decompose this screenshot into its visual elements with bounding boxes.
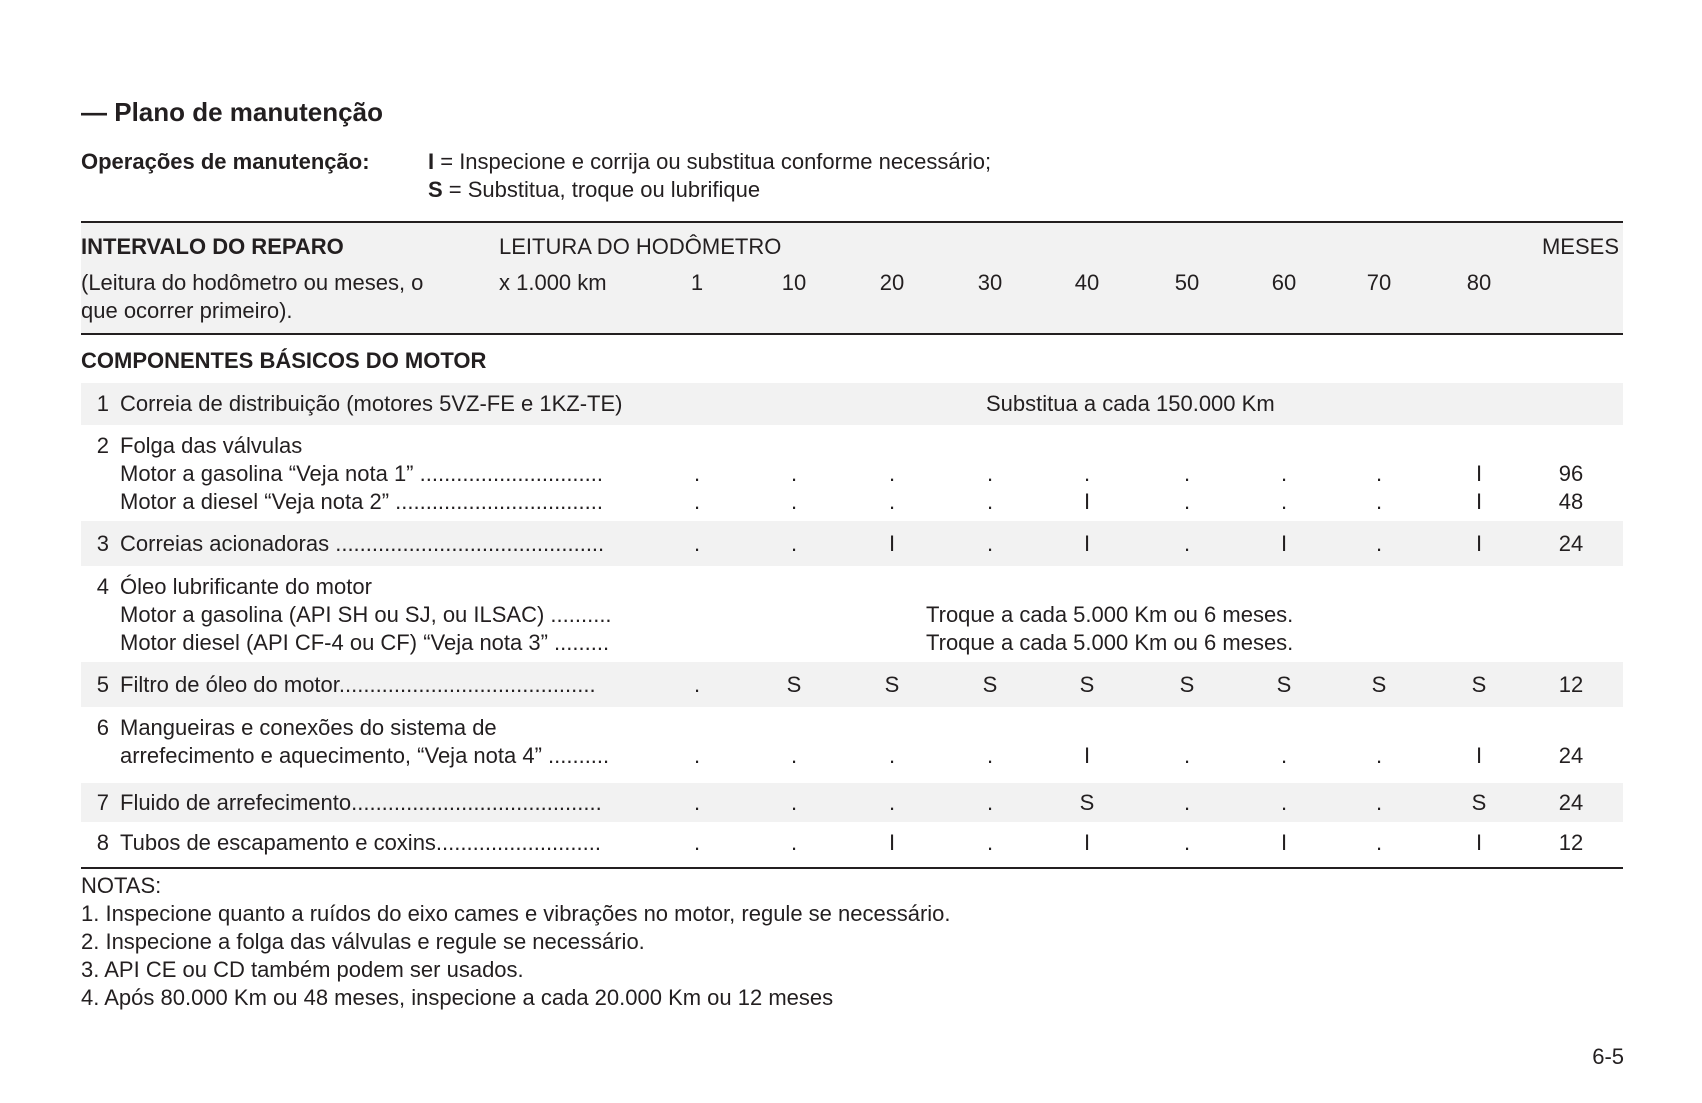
item-number: 2: [96, 433, 109, 458]
months-cell: 24: [1558, 531, 1584, 556]
mark-cell: .: [790, 531, 798, 556]
mark-cell: .: [1280, 461, 1288, 486]
mark-cell: .: [790, 461, 798, 486]
mark-cell: .: [1083, 461, 1091, 486]
mark-cell: .: [986, 531, 994, 556]
mark-cell: .: [693, 672, 701, 697]
table-header: [81, 221, 1623, 335]
mark-cell: S: [1371, 672, 1387, 697]
legend-text-i: = Inspecione e corrija ou substitua conforme necessário;: [434, 149, 992, 174]
item-number: 7: [96, 790, 109, 815]
mark-cell: .: [693, 461, 701, 486]
mark-cell: .: [888, 461, 896, 486]
mark-cell: I: [1083, 830, 1091, 855]
mark-cell: S: [1079, 672, 1095, 697]
mark-cell: S: [786, 672, 802, 697]
legend-key-s: S: [428, 177, 443, 202]
item-label: Óleo lubrificante do motor: [120, 574, 372, 599]
mark-cell: .: [888, 743, 896, 768]
mark-cell: .: [693, 830, 701, 855]
km-column-header: 20: [879, 270, 905, 295]
sub-item-label: Motor a diesel “Veja nota 2” ..................................: [120, 489, 603, 514]
mark-cell: .: [1375, 790, 1383, 815]
km-column-header: 30: [977, 270, 1003, 295]
item-number: 3: [96, 531, 109, 556]
months-cell: 12: [1558, 672, 1584, 697]
table-row: [81, 662, 1623, 707]
mark-cell: S: [1276, 672, 1292, 697]
table-row: [81, 569, 1623, 659]
sub-item-label: Motor diesel (API CF-4 ou CF) “Veja nota 3” .........: [120, 630, 610, 655]
mark-cell: I: [888, 531, 896, 556]
note-line: 1. Inspecione quanto a ruídos do eixo cames e vibrações no motor, regule se necessário.: [81, 901, 951, 926]
table-row: [81, 783, 1623, 822]
mark-cell: I: [1475, 531, 1483, 556]
months-cell: 96: [1558, 461, 1584, 486]
mark-cell: .: [986, 790, 994, 815]
maintenance-table: [81, 221, 1623, 855]
mark-cell: S: [1179, 672, 1195, 697]
item-label: Fluido de arrefecimento.........................................: [120, 790, 602, 815]
km-column-header: 50: [1174, 270, 1200, 295]
mark-cell: S: [1471, 790, 1487, 815]
mark-cell: .: [986, 830, 994, 855]
mark-cell: .: [790, 830, 798, 855]
item-label: Correias acionadoras ............................................: [120, 531, 605, 556]
mark-cell: I: [1475, 461, 1483, 486]
mark-cell: .: [1183, 790, 1191, 815]
item-number: 6: [96, 715, 109, 740]
mark-cell: .: [1280, 489, 1288, 514]
mark-cell: .: [1375, 461, 1383, 486]
mark-cell: I: [1083, 489, 1091, 514]
mark-cell: I: [1280, 531, 1288, 556]
mark-cell: I: [888, 830, 896, 855]
legend-text-s: = Substitua, troque ou lubrifique: [442, 177, 761, 202]
mark-cell: .: [1183, 531, 1191, 556]
sub-item-note: Troque a cada 5.000 Km ou 6 meses.: [926, 630, 1294, 655]
item-label: Mangueiras e conexões do sistema de: [120, 715, 497, 740]
mark-cell: .: [693, 531, 701, 556]
legend-label: Operações de manutenção:: [81, 149, 370, 174]
months-cell: 24: [1558, 790, 1584, 815]
mark-cell: I: [1280, 830, 1288, 855]
km-column-header: 1: [690, 270, 704, 295]
months-label: MESES: [1541, 234, 1619, 259]
mark-cell: .: [1375, 743, 1383, 768]
table-bottom-rule: [81, 867, 1623, 869]
mark-cell: .: [986, 489, 994, 514]
sub-item-note: Troque a cada 5.000 Km ou 6 meses.: [926, 602, 1294, 627]
item-number: 8: [96, 830, 109, 855]
mark-cell: S: [1079, 790, 1095, 815]
interval-sub-2: que ocorrer primeiro).: [81, 298, 293, 323]
table-row: [81, 428, 1623, 518]
interval-sub-1: (Leitura do hodômetro ou meses, o: [81, 270, 424, 295]
mark-cell: .: [693, 790, 701, 815]
note-line: 4. Após 80.000 Km ou 48 meses, inspecione a cada 20.000 Km ou 12 meses: [81, 985, 834, 1010]
mark-cell: .: [693, 743, 701, 768]
mark-cell: .: [1375, 489, 1383, 514]
mark-cell: S: [1471, 672, 1487, 697]
page-number: 6-5: [1592, 1044, 1624, 1069]
sub-item-label: Motor a gasolina “Veja nota 1” ..............................: [120, 461, 603, 486]
km-column-header: 80: [1466, 270, 1492, 295]
mark-cell: I: [1083, 743, 1091, 768]
km-column-header: 40: [1074, 270, 1100, 295]
note-line: 3. API CE ou CD também podem ser usados.: [81, 957, 524, 982]
mark-cell: .: [790, 790, 798, 815]
legend-line-inspect: [428, 148, 991, 176]
item-label: Filtro de óleo do motor..........................................: [120, 672, 596, 697]
mark-cell: I: [1475, 489, 1483, 514]
months-cell: 48: [1558, 489, 1584, 514]
km-column-header: 60: [1271, 270, 1297, 295]
mark-cell: I: [1083, 531, 1091, 556]
mark-cell: .: [790, 489, 798, 514]
interval-label: INTERVALO DO REPARO: [81, 234, 344, 259]
mark-cell: I: [1475, 743, 1483, 768]
notes-heading: NOTAS:: [81, 873, 162, 898]
item-label: Correia de distribuição (motores 5VZ-FE e 1KZ-TE): [120, 391, 623, 416]
legend-line-replace: [428, 176, 760, 204]
mark-cell: .: [986, 461, 994, 486]
mark-cell: .: [1183, 830, 1191, 855]
odometer-label: LEITURA DO HODÔMETRO: [499, 234, 782, 259]
months-cell: 24: [1558, 743, 1584, 768]
mark-cell: .: [888, 489, 896, 514]
item-note: Substitua a cada 150.000 Km: [986, 391, 1275, 416]
item-number: 4: [96, 574, 109, 599]
mark-cell: .: [1280, 790, 1288, 815]
section-heading: [81, 335, 1623, 382]
note-line: 2. Inspecione a folga das válvulas e regule se necessário.: [81, 929, 645, 954]
mark-cell: .: [790, 743, 798, 768]
item-number: 1: [96, 391, 109, 416]
table-row: [81, 710, 1623, 780]
section-title: COMPONENTES BÁSICOS DO MOTOR: [81, 348, 487, 373]
mark-cell: I: [1475, 830, 1483, 855]
mark-cell: .: [1183, 461, 1191, 486]
page-title: — Plano de manutenção: [81, 97, 383, 127]
item-label: Tubos de escapamento e coxins...........................: [120, 830, 601, 855]
mark-cell: .: [1375, 830, 1383, 855]
mark-cell: .: [1375, 531, 1383, 556]
months-cell: 12: [1558, 830, 1584, 855]
sub-item-label: Motor a gasolina (API SH ou SJ, ou ILSAC) ..........: [120, 602, 612, 627]
table-row: [81, 521, 1623, 566]
mark-cell: S: [884, 672, 900, 697]
mark-cell: S: [982, 672, 998, 697]
mark-cell: .: [1183, 743, 1191, 768]
mark-cell: .: [986, 743, 994, 768]
mark-cell: .: [1183, 489, 1191, 514]
item-label-cont: arrefecimento e aquecimento, “Veja nota 4” ..........: [120, 743, 610, 768]
table-row: [81, 383, 1623, 425]
mark-cell: .: [888, 790, 896, 815]
item-number: 5: [96, 672, 109, 697]
item-label: Folga das válvulas: [120, 433, 303, 458]
mark-cell: .: [1280, 743, 1288, 768]
legend-key-i: I: [428, 149, 435, 174]
odometer-unit: x 1.000 km: [499, 270, 607, 295]
notes-block: [81, 872, 951, 1012]
km-column-header: 10: [781, 270, 807, 295]
table-row: [81, 825, 1623, 866]
km-column-header: 70: [1366, 270, 1392, 295]
mark-cell: .: [693, 489, 701, 514]
